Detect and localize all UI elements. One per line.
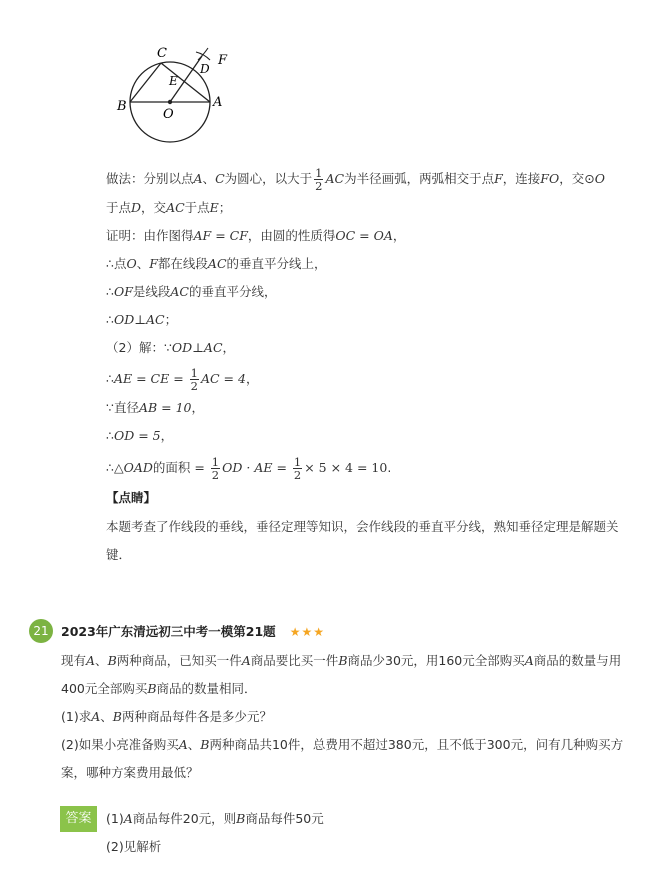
solution-line-3: 证明：由作图得AF = CF，由圆的性质得OC = OA， <box>106 228 406 243</box>
label-d: D <box>200 62 210 76</box>
solution-line-2: 于点D，交AC于点E； <box>106 200 232 215</box>
answer-line-2: (2)见解析 <box>106 839 162 854</box>
fraction-half: $\frac{1}{2}$ <box>315 166 323 193</box>
fraction-half: $\frac{1}{2}$ <box>293 455 302 482</box>
arc-mark-1 <box>196 52 210 60</box>
label-e: E <box>169 74 178 88</box>
question-part-2: (2)如果小亮准备购买A、B两种商品共10件，总费用不超过380元，且不低于300元，问有几种购买方 <box>61 737 624 752</box>
solution-line-7: （2）解：∵OD⊥AC， <box>106 340 236 355</box>
solution-line-10: ∴OD = 5， <box>106 428 174 443</box>
geometry-figure <box>112 40 242 150</box>
label-c: C <box>157 46 167 61</box>
solution-line-4: ∴点O、F都在线段AC的垂直平分线上， <box>106 256 327 271</box>
answer-badge: 答案 <box>60 806 97 832</box>
fraction-half: $\frac{1}{2}$ <box>211 455 220 482</box>
fraction-half: $\frac{1}{2}$ <box>190 366 198 393</box>
solution-line-1: 做法：分别以点A、C为圆心，以大于 $\frac{1}{2}$ AC为半径画弧，两弧相交于点F，连接FO，交⊙O <box>106 166 605 193</box>
question-paragraph-1: 现有A、B两种商品，已知买一件A商品要比买一件B商品少30元，用160元全部购买A商品的数量与用 <box>61 653 622 668</box>
question-part-2-cont: 案，哪种方案费用最低？ <box>61 765 199 780</box>
question-part-1: (1)求A、B两种商品每件各是多少元？ <box>61 709 272 724</box>
label-a: A <box>213 95 223 110</box>
label-o: O <box>163 107 174 122</box>
point-o <box>168 100 172 104</box>
question-number-badge: 21 <box>29 619 53 643</box>
difficulty-stars: ★★★ <box>289 625 325 639</box>
solution-line-9: ∵直径AB = 10， <box>106 400 205 415</box>
question-title: 2023年广东清远初三中考一模第21题 ★★★ <box>61 624 325 639</box>
summary-line-1: 本题考查了作线段的垂线，垂径定理等知识，会作线段的垂直平分线，熟知垂径定理是解题关 <box>106 519 619 534</box>
label-f: F <box>218 53 228 68</box>
solution-line-8: ∴AE = CE = $\frac{1}{2}$ AC = 4， <box>106 366 259 393</box>
label-b: B <box>117 99 127 114</box>
question-paragraph-2: 400元全部购买B商品的数量相同． <box>61 681 257 696</box>
answer-line-1: (1)A商品每件20元，则B商品每件50元 <box>106 811 324 826</box>
solution-line-5: ∴OF是线段AC的垂直平分线， <box>106 284 277 299</box>
solution-line-6: ∴OD⊥AC； <box>106 312 178 327</box>
arc-mark-2 <box>198 48 208 60</box>
dianjing-heading: 【点睛】 <box>106 490 157 505</box>
summary-line-2: 键． <box>106 547 132 562</box>
solution-line-11: ∴△OAD的面积 = $\frac{1}{2}$ OD · AE = $\frac{1}{2}$ × 5 × 4 = 10. <box>106 455 392 482</box>
